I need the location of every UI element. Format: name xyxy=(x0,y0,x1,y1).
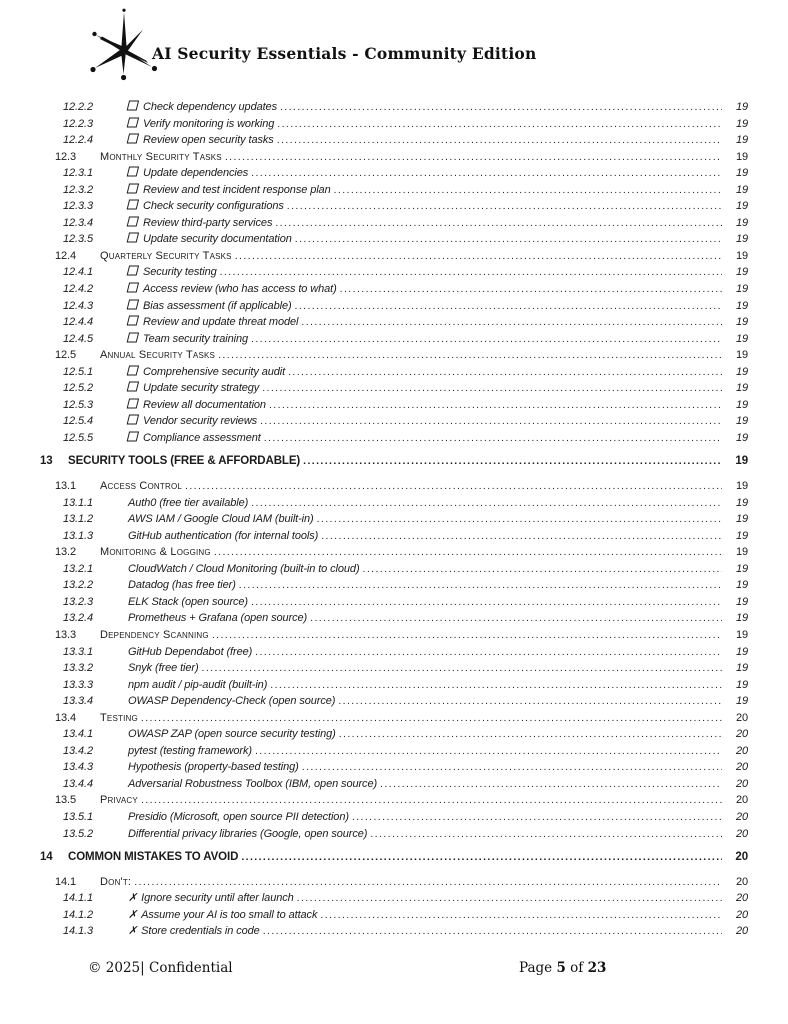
checkbox-icon xyxy=(127,134,139,144)
toc-entry-number: 12.5 xyxy=(55,349,77,362)
toc-entry-page: 19 xyxy=(735,678,748,691)
dot-leader xyxy=(287,198,722,215)
checkbox-icon xyxy=(127,365,139,375)
toc-row[interactable] xyxy=(40,726,748,743)
toc-entry-number: 12.4.1 xyxy=(63,266,93,279)
toc-entry-number: 13.3 xyxy=(55,628,77,641)
toc-entry-page: 19 xyxy=(735,117,748,130)
page-word: Page xyxy=(519,960,553,976)
toc-row[interactable] xyxy=(40,248,748,265)
checkbox-icon xyxy=(127,382,139,392)
toc-entry-title: Auth0 (free tier available) xyxy=(128,496,249,509)
toc-entry-page: 19 xyxy=(735,480,748,493)
toc-entry-number: 13.4.2 xyxy=(63,744,93,757)
x-mark-icon: ✗ xyxy=(128,908,138,921)
toc-entry-title: Adversarial Robustness Toolbox (IBM, open source) xyxy=(128,777,378,790)
toc-entry-title: Don't: xyxy=(100,875,132,888)
dot-leader xyxy=(185,478,722,495)
toc-entry-title: OWASP Dependency-Check (open source) xyxy=(128,695,336,708)
toc-entry-title: AWS IAM / Google Cloud IAM (built-in) xyxy=(128,513,314,526)
toc-entry-page: 19 xyxy=(735,529,748,542)
toc-entry-title: Security testing xyxy=(128,264,220,281)
x-mark-icon: ✗ xyxy=(128,925,138,938)
toc-entry-page: 19 xyxy=(735,695,748,708)
dot-leader xyxy=(352,809,722,826)
toc-entry-title: Review and update threat model xyxy=(128,314,301,331)
toc-entry-title: ✗ Store credentials in code xyxy=(128,923,263,940)
toc-entry-title: Differential privacy libraries (Google, open source) xyxy=(128,827,368,840)
toc-entry-page: 19 xyxy=(735,299,748,312)
checkbox-icon xyxy=(127,283,139,293)
toc-entry-number: 13 xyxy=(40,455,53,468)
dot-leader xyxy=(251,495,722,512)
toc-row[interactable] xyxy=(40,149,748,166)
toc-entry-page: 19 xyxy=(735,595,748,608)
toc-row[interactable] xyxy=(40,759,748,776)
toc-entry-page: 20 xyxy=(735,711,748,724)
dot-leader xyxy=(288,364,722,381)
checkbox-icon xyxy=(127,332,139,342)
toc-row[interactable] xyxy=(40,182,748,199)
toc-entry-title: Review open security tasks xyxy=(128,132,277,149)
toc-entry-title: Monthly Security Tasks xyxy=(100,150,222,163)
toc-entry-number: 12.3.3 xyxy=(63,200,93,213)
toc-entry-number: 14.1.1 xyxy=(63,892,93,905)
dot-leader xyxy=(251,594,722,611)
toc-entry-page: 19 xyxy=(735,562,748,575)
toc-row[interactable] xyxy=(40,116,748,133)
toc-entry-title: npm audit / pip-audit (built-in) xyxy=(128,678,268,691)
toc-row[interactable] xyxy=(40,809,748,826)
dot-leader xyxy=(295,231,722,248)
dot-leader xyxy=(255,644,722,661)
toc-entry-title: Team security training xyxy=(128,331,251,348)
toc-row[interactable] xyxy=(40,264,748,281)
toc-row[interactable] xyxy=(40,544,748,561)
dot-leader xyxy=(280,99,722,116)
dot-leader xyxy=(380,776,722,793)
toc-entry-title: Check security configurations xyxy=(128,198,287,215)
toc-entry-page: 19 xyxy=(735,513,748,526)
toc-entry-number: 13.3.3 xyxy=(63,678,93,691)
toc-entry-number: 13.2.2 xyxy=(63,579,93,592)
toc-entry-page: 19 xyxy=(735,382,748,395)
checkbox-icon xyxy=(127,183,139,193)
toc-entry-title: Testing xyxy=(100,711,138,724)
toc-entry-number: 13.2 xyxy=(55,546,77,559)
toc-entry-title: Presidio (Microsoft, open source PII detection) xyxy=(128,810,349,823)
toc-entry-page: 19 xyxy=(735,579,748,592)
toc-row[interactable] xyxy=(40,594,748,611)
toc-entry-number: 12.4.4 xyxy=(63,316,93,329)
document-footer xyxy=(0,960,788,980)
toc-entry-number: 12.2.2 xyxy=(63,101,93,113)
checkbox-icon xyxy=(127,431,139,441)
dot-leader xyxy=(277,132,722,149)
checkbox-icon xyxy=(127,200,139,210)
toc-entry-title: Update dependencies xyxy=(128,165,251,182)
toc-row[interactable] xyxy=(40,693,748,710)
toc-row[interactable] xyxy=(40,826,748,843)
toc-entry-number: 12.4.2 xyxy=(63,283,93,296)
toc-row[interactable] xyxy=(40,923,748,940)
starburst-logo xyxy=(86,6,162,84)
dot-leader xyxy=(241,849,722,866)
toc-row[interactable] xyxy=(40,380,748,397)
toc-row[interactable] xyxy=(40,610,748,627)
toc-entry-title: Verify monitoring is working xyxy=(128,116,277,133)
toc-entry-number: 12.5.5 xyxy=(63,431,93,444)
toc-row[interactable] xyxy=(40,511,748,528)
toc-entry-page: 19 xyxy=(735,628,748,641)
toc-entry-title: Vendor security reviews xyxy=(128,413,260,430)
toc-entry-title: CloudWatch / Cloud Monitoring (built-in to cloud) xyxy=(128,562,360,575)
toc-entry-title: Check dependency updates xyxy=(128,99,280,116)
toc-entry-number: 12.5.4 xyxy=(63,415,93,428)
toc-entry-title: ELK Stack (open source) xyxy=(128,595,248,608)
dot-leader xyxy=(239,577,722,594)
dot-leader xyxy=(297,890,722,907)
toc-entry-page: 19 xyxy=(735,332,748,345)
toc-row[interactable] xyxy=(40,99,748,116)
toc-entry-number: 13.3.1 xyxy=(63,645,93,658)
toc-entry-page: 19 xyxy=(735,150,748,163)
toc-entry-title: SECURITY TOOLS (FREE & AFFORDABLE) xyxy=(68,455,301,468)
toc-entry-page: 19 xyxy=(735,101,748,113)
toc-entry-page: 20 xyxy=(735,810,748,823)
page-total: 23 xyxy=(587,960,607,976)
toc-entry-title: Datadog (has free tier) xyxy=(128,579,236,592)
toc-entry-page: 19 xyxy=(735,200,748,213)
toc-entry-page: 19 xyxy=(735,612,748,625)
toc-row[interactable] xyxy=(40,413,748,430)
toc-entry-title: Privacy xyxy=(100,794,138,807)
toc-entry-number: 12.5.3 xyxy=(63,398,93,411)
dot-leader xyxy=(301,314,722,331)
toc-row[interactable] xyxy=(40,874,748,891)
dot-leader xyxy=(220,264,722,281)
toc-entry-number: 14 xyxy=(40,851,53,864)
checkbox-icon xyxy=(127,398,139,408)
x-mark-icon: ✗ xyxy=(128,892,138,905)
toc-entry-page: 20 xyxy=(735,777,748,790)
toc-entry-page: 20 xyxy=(735,875,748,888)
toc-entry-page: 20 xyxy=(735,908,748,921)
dot-leader xyxy=(263,923,722,940)
toc-entry-number: 13.1 xyxy=(55,480,77,493)
toc-entry-number: 12.4 xyxy=(55,249,77,262)
toc-row[interactable] xyxy=(40,627,748,644)
toc-entry-title: Snyk (free tier) xyxy=(128,662,199,675)
toc-entry-page: 20 xyxy=(735,794,748,807)
toc-row[interactable] xyxy=(40,397,748,414)
dot-leader xyxy=(255,743,722,760)
dot-leader xyxy=(321,528,722,545)
checkbox-icon xyxy=(127,233,139,243)
dot-leader xyxy=(218,347,722,364)
toc-entry-number: 13.3.4 xyxy=(63,695,93,708)
toc-row[interactable] xyxy=(40,231,748,248)
toc-entry-page: 19 xyxy=(735,266,748,279)
toc-entry-number: 12.4.5 xyxy=(63,332,93,345)
dot-leader xyxy=(363,561,722,578)
toc-entry-number: 12.5.2 xyxy=(63,382,93,395)
dot-leader xyxy=(269,397,722,414)
toc-row[interactable] xyxy=(40,644,748,661)
toc-row[interactable] xyxy=(40,776,748,793)
toc-entry-title: OWASP ZAP (open source security testing) xyxy=(128,728,336,741)
toc-entry-title: Comprehensive security audit xyxy=(128,364,288,381)
toc-entry-title: Access Control xyxy=(100,480,183,493)
toc-row[interactable] xyxy=(40,478,748,495)
toc-entry-page: 20 xyxy=(735,827,748,840)
dot-leader xyxy=(270,677,722,694)
toc-row[interactable] xyxy=(40,281,748,298)
toc-entry-number: 13.2.4 xyxy=(63,612,93,625)
toc-entry-title: Monitoring & Logging xyxy=(100,546,211,559)
dot-leader xyxy=(303,453,722,470)
toc-row[interactable] xyxy=(40,331,748,348)
toc-entry-page: 19 xyxy=(735,546,748,559)
toc-entry-page: 20 xyxy=(735,744,748,757)
toc-entry-number: 13.5 xyxy=(55,794,77,807)
toc-entry-number: 13.3.2 xyxy=(63,662,93,675)
toc-entry-number: 12.5.1 xyxy=(63,365,93,378)
toc-entry-page: 20 xyxy=(735,728,748,741)
dot-leader xyxy=(264,430,722,447)
toc-entry-number: 13.1.1 xyxy=(63,496,93,509)
toc-entry-page: 19 xyxy=(735,167,748,180)
toc-row[interactable] xyxy=(40,298,748,315)
toc-row[interactable] xyxy=(40,198,748,215)
toc-row[interactable] xyxy=(40,577,748,594)
toc-entry-page: 19 xyxy=(735,283,748,296)
toc-entry-page: 20 xyxy=(735,925,748,938)
toc-row[interactable] xyxy=(40,907,748,924)
toc-entry-title: pytest (testing framework) xyxy=(128,744,252,757)
dot-leader xyxy=(225,149,722,166)
toc-entry-number: 12.2.3 xyxy=(63,117,93,130)
toc-row[interactable] xyxy=(40,710,748,727)
toc-row[interactable] xyxy=(40,660,748,677)
toc-entry-title: Annual Security Tasks xyxy=(100,349,216,362)
toc-entry-page: 19 xyxy=(735,233,748,246)
dot-leader xyxy=(214,544,722,561)
toc-entry-number: 14.1.2 xyxy=(63,908,93,921)
dot-leader xyxy=(338,693,722,710)
checkbox-icon xyxy=(127,316,139,326)
toc-entry-number: 13.1.2 xyxy=(63,513,93,526)
checkbox-icon xyxy=(127,415,139,425)
toc-row[interactable] xyxy=(40,677,748,694)
toc-entry-page: 19 xyxy=(735,645,748,658)
toc-entry-number: 12.3.1 xyxy=(63,167,93,180)
toc-row[interactable] xyxy=(40,495,748,512)
document-header xyxy=(86,6,536,84)
dot-leader xyxy=(251,331,722,348)
dot-leader xyxy=(310,610,722,627)
page-number: 5 xyxy=(556,960,566,976)
toc-entry-title: GitHub Dependabot (free) xyxy=(128,645,253,658)
dot-leader xyxy=(295,298,722,315)
toc-entry-number: 14.1.3 xyxy=(63,925,93,938)
table-of-contents xyxy=(0,99,788,940)
toc-entry-page: 19 xyxy=(735,662,748,675)
toc-entry-title: Review third-party services xyxy=(128,215,275,232)
toc-row[interactable] xyxy=(40,314,748,331)
dot-leader xyxy=(334,182,722,199)
toc-entry-number: 13.2.1 xyxy=(63,562,93,575)
toc-entry-number: 14.1 xyxy=(55,875,77,888)
toc-row[interactable] xyxy=(40,364,748,381)
toc-entry-number: 13.5.1 xyxy=(63,810,93,823)
toc-entry-title: Review and test incident response plan xyxy=(128,182,334,199)
toc-entry-page: 19 xyxy=(735,365,748,378)
toc-row[interactable] xyxy=(40,528,748,545)
checkbox-icon xyxy=(127,299,139,309)
page-indicator xyxy=(519,960,606,976)
toc-entry-title: Access review (who has access to what) xyxy=(128,281,340,298)
toc-entry-page: 19 xyxy=(735,349,748,362)
copyright-text: © 2025| Confidential xyxy=(88,960,233,976)
toc-row[interactable] xyxy=(40,453,748,470)
dot-leader xyxy=(235,248,722,265)
toc-entry-number: 12.3.4 xyxy=(63,216,93,229)
toc-entry-number: 13.5.2 xyxy=(63,827,93,840)
toc-entry-page: 19 xyxy=(735,398,748,411)
toc-entry-title: ✗ Assume your AI is too small to attack xyxy=(128,907,320,924)
toc-entry-title: Bias assessment (if applicable) xyxy=(128,298,295,315)
dot-leader xyxy=(317,511,722,528)
toc-entry-title: Update security strategy xyxy=(128,380,262,397)
toc-entry-page: 19 xyxy=(735,216,748,229)
toc-entry-title: Prometheus + Grafana (open source) xyxy=(128,612,308,625)
toc-entry-page: 19 xyxy=(735,415,748,428)
toc-entry-number: 13.2.3 xyxy=(63,595,93,608)
toc-entry-title: Dependency Scanning xyxy=(100,628,209,641)
toc-entry-page: 19 xyxy=(735,134,748,147)
toc-entry-page: 20 xyxy=(735,851,748,864)
dot-leader xyxy=(339,726,722,743)
dot-leader xyxy=(370,826,722,843)
toc-row[interactable] xyxy=(40,347,748,364)
toc-entry-number: 12.3.2 xyxy=(63,183,93,196)
toc-entry-title: COMMON MISTAKES TO AVOID xyxy=(68,851,239,864)
toc-entry-page: 19 xyxy=(735,183,748,196)
toc-row[interactable] xyxy=(40,561,748,578)
toc-entry-number: 13.4.4 xyxy=(63,777,93,790)
checkbox-icon xyxy=(127,117,139,127)
toc-entry-number: 13.4.1 xyxy=(63,728,93,741)
toc-entry-number: 13.4 xyxy=(55,711,77,724)
toc-row[interactable] xyxy=(40,165,748,182)
toc-row[interactable] xyxy=(40,890,748,907)
toc-row[interactable] xyxy=(40,743,748,760)
toc-entry-number: 12.4.3 xyxy=(63,299,93,312)
toc-entry-title: Review all documentation xyxy=(128,397,269,414)
dot-leader xyxy=(251,165,722,182)
toc-entry-title: Compliance assessment xyxy=(128,430,264,447)
of-word: of xyxy=(570,960,584,976)
toc-entry-number: 13.1.3 xyxy=(63,529,93,542)
dot-leader xyxy=(202,660,722,677)
toc-entry-page: 19 xyxy=(735,496,748,509)
checkbox-icon xyxy=(127,266,139,276)
toc-row[interactable] xyxy=(40,215,748,232)
dot-leader xyxy=(320,907,722,924)
toc-entry-page: 19 xyxy=(735,455,748,468)
toc-row[interactable] xyxy=(40,792,748,809)
toc-entry-number: 12.2.4 xyxy=(63,134,93,147)
toc-entry-title: Update security documentation xyxy=(128,231,295,248)
toc-entry-title: Quarterly Security Tasks xyxy=(100,249,232,262)
toc-entry-number: 12.3.5 xyxy=(63,233,93,246)
toc-entry-number: 12.3 xyxy=(55,150,77,163)
toc-entry-title: ✗ Ignore security until after launch xyxy=(128,890,297,907)
dot-leader xyxy=(275,215,722,232)
dot-leader xyxy=(302,759,722,776)
toc-entry-title: GitHub authentication (for internal tools) xyxy=(128,529,319,542)
dot-leader xyxy=(260,413,722,430)
checkbox-icon xyxy=(127,216,139,226)
toc-entry-page: 20 xyxy=(735,892,748,905)
dot-leader xyxy=(134,874,722,891)
toc-entry-page: 20 xyxy=(735,761,748,774)
checkbox-icon xyxy=(127,101,139,111)
toc-row[interactable] xyxy=(40,849,748,866)
dot-leader xyxy=(277,116,722,133)
dot-leader xyxy=(141,792,722,809)
toc-entry-number: 13.4.3 xyxy=(63,761,93,774)
dot-leader xyxy=(141,710,722,727)
toc-entry-page: 19 xyxy=(735,316,748,329)
dot-leader xyxy=(212,627,722,644)
toc-entry-page: 19 xyxy=(735,249,748,262)
toc-entry-title: Hypothesis (property-based testing) xyxy=(128,761,299,774)
toc-row[interactable] xyxy=(40,430,748,447)
toc-entry-page: 19 xyxy=(735,431,748,444)
dot-leader xyxy=(340,281,722,298)
dot-leader xyxy=(262,380,722,397)
toc-row[interactable] xyxy=(40,132,748,149)
checkbox-icon xyxy=(127,167,139,177)
document-title: AI Security Essentials - Community Edition xyxy=(152,43,537,63)
